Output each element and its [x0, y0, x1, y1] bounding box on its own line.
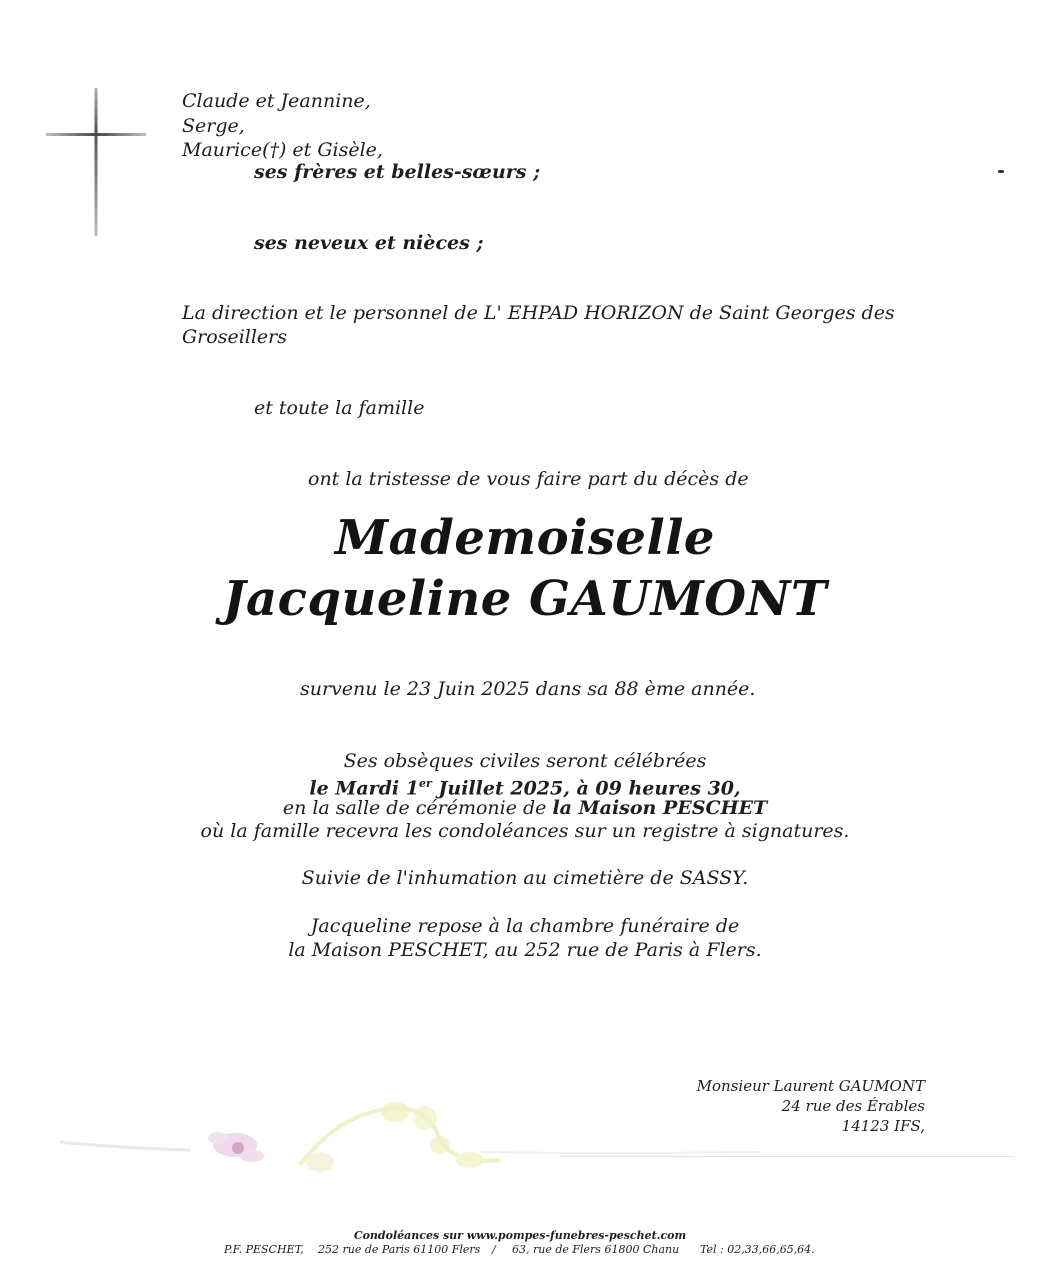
address-name: Monsieur Laurent GAUMONT [696, 1077, 925, 1095]
ceremony-line-1: Ses obsèques civiles seront célébrées [343, 750, 707, 772]
family-line-3: Maurice(†) et Gisèle, [182, 139, 383, 161]
ceremony-place [0, 796, 1050, 820]
deceased-title: Mademoiselle [335, 510, 715, 566]
deceased-name: Jacqueline GAUMONT [222, 571, 828, 627]
repose-line-2: la Maison PESCHET, au 252 rue de Paris à Flers. [288, 939, 762, 961]
nephews-line: ses neveux et nièces ; [254, 232, 484, 254]
address-street: 24 rue des Érables [781, 1097, 925, 1115]
footer-website: Condoléances sur www.pompes-funebres-peschet.com [353, 1229, 687, 1242]
repose-line-1: Jacqueline repose à la chambre funéraire de [310, 915, 740, 937]
scan-mark [998, 170, 1004, 173]
death-date-line: survenu le 23 Juin 2025 dans sa 88 ème année. [300, 678, 756, 700]
ceremony-place-bold: la Maison PESCHET [552, 797, 768, 819]
ceremony-place-pre: en la salle de cérémonie de [282, 797, 553, 819]
footer-addr1: 252 rue de Paris 61100 Flers [318, 1243, 481, 1256]
divider-line [560, 1156, 1015, 1157]
footer-addr2: 63, rue de Flers 61800 Chanu [512, 1243, 680, 1256]
cross-icon [46, 88, 146, 236]
family-line-1: Claude et Jeannine, [182, 90, 371, 112]
announce-line: ont la tristesse de vous faire part du décès de [308, 468, 749, 490]
family-all-line: et toute la famille [254, 397, 425, 419]
ehpad-line-2: Groseillers [182, 326, 288, 348]
ceremony-date-pre: le Mardi 1 [309, 777, 419, 800]
footer-company: P.F. PESCHET, [224, 1243, 304, 1256]
family-line-2: Serge, [182, 115, 245, 137]
siblings-line: ses frères et belles-sœurs ; [254, 161, 541, 183]
ceremony-date-sup: er [419, 777, 432, 790]
ceremony-condolences: où la famille recevra les condoléances sur un registre à signatures. [200, 820, 850, 842]
floral-decoration [60, 1090, 760, 1190]
footer-sep: / [492, 1243, 496, 1256]
burial-line: Suivie de l'inhumation au cimetière de SASSY. [301, 867, 749, 889]
ehpad-line-1: La direction et le personnel de L' EHPAD HORIZON de Saint Georges des [182, 302, 895, 324]
ceremony-date-post: Juillet 2025, à 09 heures 30, [431, 777, 741, 800]
address-city: 14123 IFS, [841, 1117, 925, 1135]
footer-tel: Tel : 02,33,66,65,64. [700, 1243, 815, 1256]
